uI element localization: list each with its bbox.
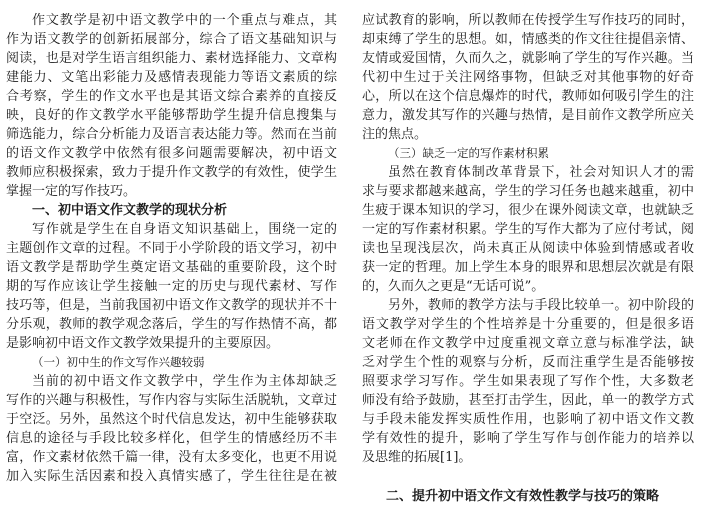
section-heading-strategies: 二、提升初中语文作文有效性教学与技巧的策略: [386, 489, 660, 504]
text-line: 技巧等，但是，当前我国初中语文作文教学的现状并不十: [6, 298, 337, 313]
text-line: 写作就是学生在自身语文知识基础上，围绕一定的: [32, 222, 337, 237]
text-line: 建能力、文笔出彩能力及感情表现能力等语文素质的综: [6, 70, 337, 85]
text-line: 学有效性的提升，影响了学生写作与创作能力的培养以: [362, 431, 694, 446]
subsection-heading: （一）初中生的作文写作兴趣较弱: [32, 355, 205, 369]
text-line: 与手段未能发挥实质性作用，也影响了初中语文作文教: [362, 412, 694, 427]
text-line: 生疲于课本知识的学习，很少在课外阅读文章，也就缺乏: [362, 203, 694, 218]
text-line: 心，所以在这个信息爆炸的时代，教师如何吸引学生的注: [362, 89, 694, 104]
text-line: 加入实际生活因素和投入真情实感了，学生往往是在被: [6, 469, 337, 484]
text-line: 文老师在作文教学中过度重视文章立意与标准学法，缺: [362, 336, 694, 351]
text-line: 求与要求都越来越高，学生的学习任务也越来越重，初中: [362, 184, 694, 199]
text-line: 意力，激发其写作的兴趣与热情，是目前作文教学所应关: [362, 108, 694, 123]
section-heading: 一、初中语文作文教学的现状分析: [32, 203, 228, 218]
text-line: 代初中生过于关注网络事物，但缺乏对其他事物的好奇: [362, 70, 694, 85]
left-column: [6, 11, 337, 486]
text-line: 作为语文教学的创新拓展部分，综合了语文基础知识与: [6, 32, 337, 47]
text-line: 主题创作文章的过程。不同于小学阶段的语文学习，初中: [6, 241, 337, 256]
text-line: 虽然在教育体制改革背景下，社会对知识人才的需: [388, 165, 694, 180]
text-line: 筛选能力，综合分析能力及语言表达能力等。然而在当前: [6, 127, 337, 142]
text-line: 写作的兴趣与积极性，写作内容与实际生活脱轨，文章过: [6, 393, 337, 408]
text-line: 读也呈现浅层次，尚未真正从阅读中体验到情感或者收: [362, 241, 694, 256]
text-line: 期的写作应该让学生接触一定的历史与现代素材、写作: [6, 279, 337, 294]
text-line: 另外，教师的教学方法与手段比较单一。初中阶段的: [388, 298, 694, 313]
text-line: 当前的初中语文作文教学中，学生作为主体却缺乏: [32, 374, 337, 389]
text-line: 乏对学生个性的观察与分析，反而注重学生是否能够按: [362, 355, 694, 370]
text-line: 语文教学是帮助学生奠定语文基础的重要阶段，这个时: [6, 260, 337, 275]
text-line: 作文教学是初中语文教学中的一个重点与难点，其: [32, 13, 337, 28]
text-line: 信息的途径与手段比较多样化，但学生的情感经历不丰: [6, 431, 337, 446]
text-line: 富，作文素材依然千篇一律，没有太多变化，也更不用说: [6, 450, 337, 465]
text-line: 阅读，也是对学生语言组织能力、素材选择能力、文章构: [6, 51, 337, 66]
text-line: 一定的写作素材积累。学生的写作大都为了应付考试，阅: [362, 222, 694, 237]
text-line: 的，久而久之更是“无话可说”。: [362, 279, 545, 294]
text-line: 是影响初中语文作文教学效果提升的主要原因。: [6, 336, 280, 351]
subsection-heading: （三）缺乏一定的写作素材积累: [388, 146, 549, 160]
text-line: 的语文作文教学中依然有很多问题需要解决，初中语文: [6, 146, 337, 161]
text-line: 获一定的哲理。加上学生本身的眼界和思想层次就是有限: [362, 260, 694, 275]
text-line: 语文教学对学生的个性培养是十分重要的，但是很多语: [362, 317, 694, 332]
text-line: 注的焦点。: [362, 127, 428, 142]
text-line: 应试教育的影响，所以教师在传授学生写作技巧的同时，: [362, 13, 694, 28]
text-line: 师没有给予鼓励，甚至打击学生，因此，单一的教学方式: [362, 393, 694, 408]
text-line: 映，良好的作文教学水平能够帮助学生提升信息搜集与: [6, 108, 337, 123]
text-line: 掌握一定的写作技巧。: [6, 184, 137, 199]
text-line: 教师应积极探索，致力于提升作文教学的有效性，使学生: [6, 165, 337, 180]
text-line: 分乐观，教师的教学观念落后，学生的写作热情不高，都: [6, 317, 337, 332]
text-line: 及思维的拓展[1]。: [362, 450, 472, 465]
text-line: 于空泛。另外，虽然这个时代信息发达，初中生能够获取: [6, 412, 337, 427]
text-line: 照要求学习写作。学生如果表现了写作个性，大多数老: [362, 374, 694, 389]
right-column: [362, 11, 694, 467]
text-line: 友情或爱国情，久而久之，就影响了学生的写作兴趣。当: [362, 51, 694, 66]
text-line: 合考察，学生的作文水平也是其语文综合素养的直接反: [6, 89, 337, 104]
text-line: 却束缚了学生的思想。如，情感类的作文往往提倡亲情、: [362, 32, 694, 47]
